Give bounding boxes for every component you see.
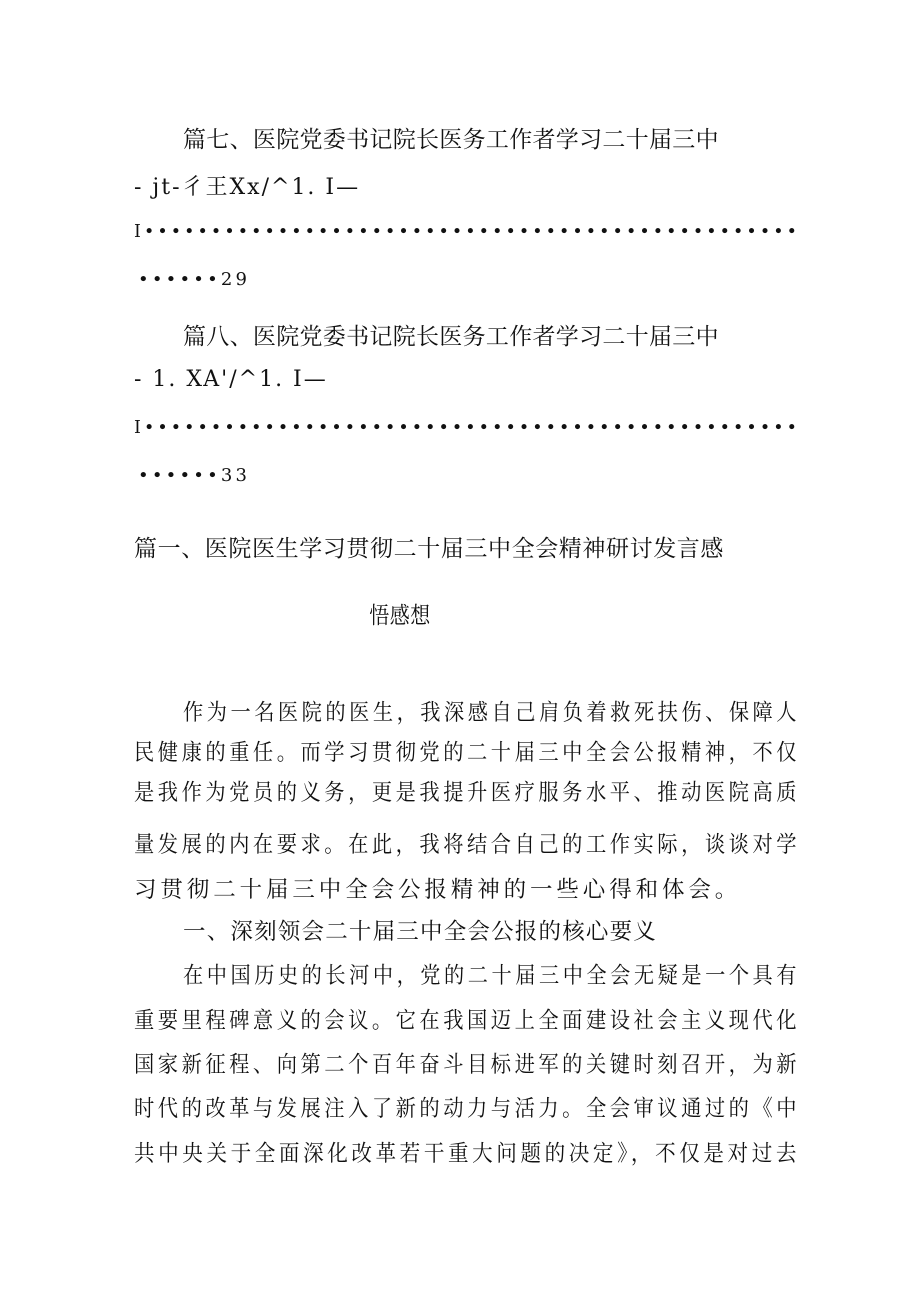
paragraph-line: 民健康的重任。而学习贯彻党的二十届三中全会公报精神，不仅: [134, 740, 801, 766]
toc-leader-dots: I•••••••••••••••••••••••••••••••••••••••••••••••••: [134, 221, 800, 242]
paragraph-line: 国家新征程、向第二个百年奋斗目标进军的关键时刻召开，为新: [134, 1052, 801, 1078]
article-title-line-1: 篇一、医院医生学习贯彻二十届三中全会精神研讨发言感: [134, 536, 724, 562]
paragraph-line: 时代的改革与发展注入了新的动力与活力。全会审议通过的《中: [134, 1096, 801, 1122]
paragraph-line: 共中央关于全面深化改革若干重大问题的决定》，不仅是对过去: [134, 1141, 801, 1167]
paragraph-line: 重要里程碑意义的会议。它在我国迈上全面建设社会主义现代化: [134, 1008, 801, 1034]
paragraph-line: 是我作为党员的义务，更是我提升医疗服务水平、推动医院高质: [134, 780, 801, 806]
toc-page-number: 29: [220, 269, 251, 290]
toc-entry-garbled-text: - 1. XA'/^1. I—: [134, 367, 328, 392]
toc-page-line[interactable]: [138, 269, 250, 290]
toc-leader-dots-tail: ••••••: [138, 465, 221, 486]
paragraph-line: 量发展的内在要求。在此，我将结合自己的工作实际，谈谈对学: [134, 832, 801, 858]
toc-page-number: 33: [220, 465, 251, 486]
section-heading: 一、深刻领会二十届三中全会公报的核心要义: [183, 919, 658, 945]
toc-page-line[interactable]: [138, 465, 250, 486]
paragraph-line: 作为一名医院的医生，我深感自己肩负着救死扶伤、保障人: [183, 700, 801, 726]
toc-entry-title[interactable]: 篇七、医院党委书记院长医务工作者学习二十届三中: [183, 127, 719, 153]
toc-leader-dots-tail: ••••••: [138, 269, 221, 290]
paragraph-line: 习贯彻二十届三中全会公报精神的一些心得和体会。: [134, 877, 742, 903]
toc-entry-title[interactable]: 篇八、医院党委书记院长医务工作者学习二十届三中: [183, 324, 719, 350]
toc-leader-dots: I•••••••••••••••••••••••••••••••••••••••••••••••••: [134, 417, 800, 438]
article-title-line-2: 悟感想: [369, 603, 431, 629]
toc-entry-garbled-text: - jt-彳王Xx/^1. I—: [134, 175, 361, 200]
paragraph-line: 在中国历史的长河中，党的二十届三中全会无疑是一个具有: [183, 963, 801, 989]
